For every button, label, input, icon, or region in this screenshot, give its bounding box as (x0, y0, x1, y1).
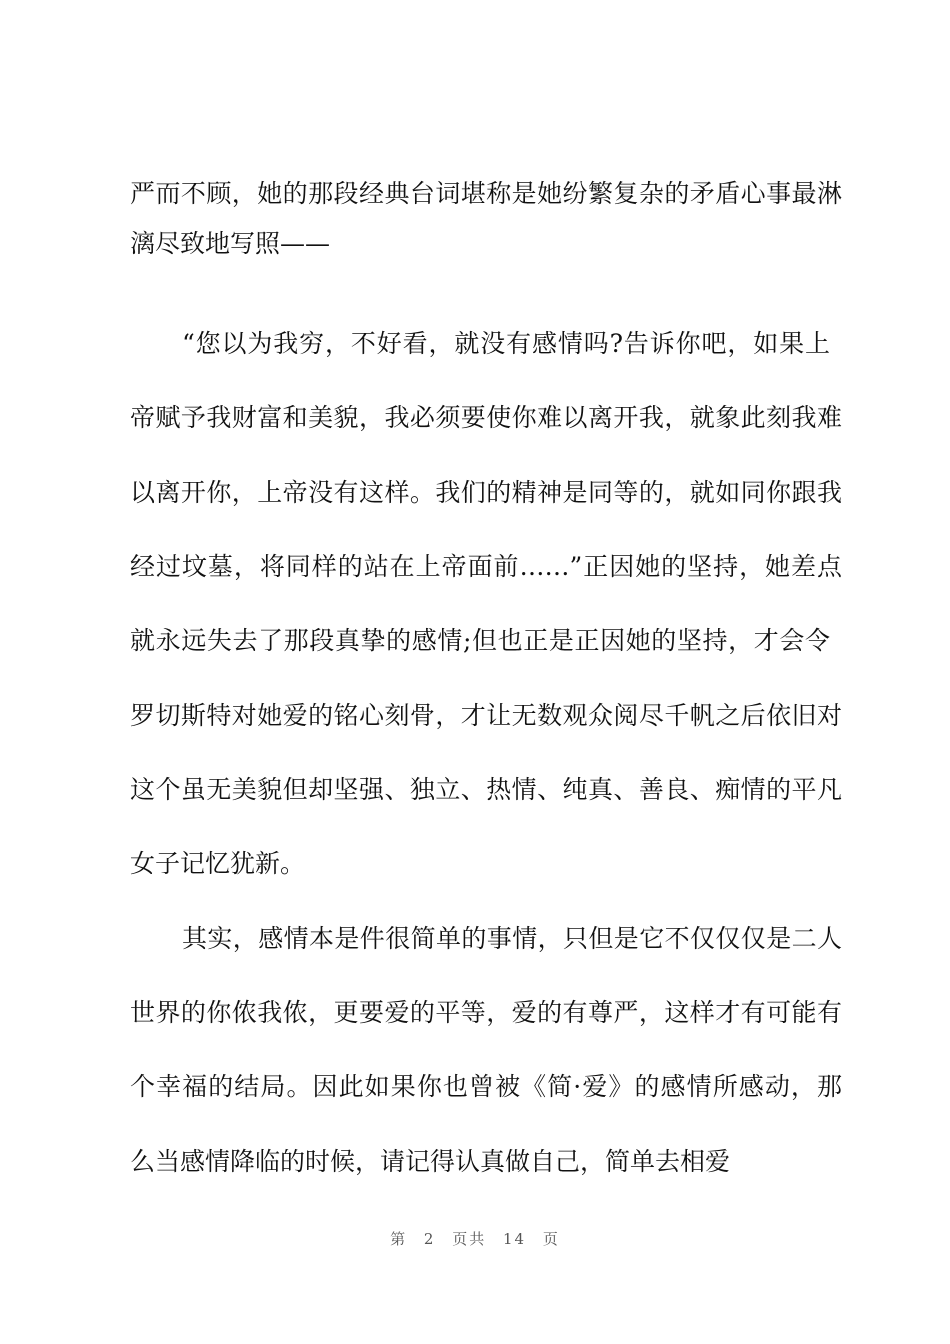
text-line: 严而不顾，她的那段经典台词堪称是她纷繁复杂的矛盾心事最淋 (130, 179, 842, 208)
text-line: 漓尽致地写照—— (130, 229, 331, 258)
text-line: 女子记忆犹新。 (130, 849, 306, 878)
text-line: 世界的你侬我侬，更要爱的平等，爱的有尊严，这样才有可能有 (130, 998, 842, 1027)
paragraph-first-line: “您以为我穷，不好看，就没有感情吗?告诉你吧，如果上 (182, 329, 830, 358)
text-line: 经过坟墓，将同样的站在上帝面前……”正因她的坚持，她差点 (130, 552, 842, 581)
total-page-number: 14 (503, 1230, 527, 1248)
footer-middle: 页共 (452, 1230, 487, 1248)
current-page-number: 2 (423, 1230, 436, 1248)
text-line: 就永远失去了那段真挚的感情;但也正是正因她的坚持，才会令 (130, 626, 830, 655)
text-line: 以离开你，上帝没有这样。我们的精神是同等的，就如同你跟我 (130, 478, 842, 507)
text-line: 这个虽无美貌但却坚强、独立、热情、纯真、善良、痴情的平凡 (130, 775, 842, 804)
paragraph-first-line: 其实，感情本是件很简单的事情，只但是它不仅仅仅是二人 (182, 924, 842, 953)
text-line: 个幸福的结局。因此如果你也曾被《简·爱》的感情所感动，那 (130, 1072, 842, 1101)
text-line: 帝赋予我财富和美貌，我必须要使你难以离开我，就象此刻我难 (130, 403, 842, 432)
footer-prefix: 第 (390, 1230, 408, 1248)
text-line: 罗切斯特对她爱的铭心刻骨，才让无数观众阅尽千帆之后依旧对 (130, 701, 842, 730)
page-number-footer (0, 1228, 950, 1249)
text-line: 么当感情降临的时候，请记得认真做自己，简单去相爱 (130, 1147, 731, 1176)
footer-suffix: 页 (542, 1230, 560, 1248)
